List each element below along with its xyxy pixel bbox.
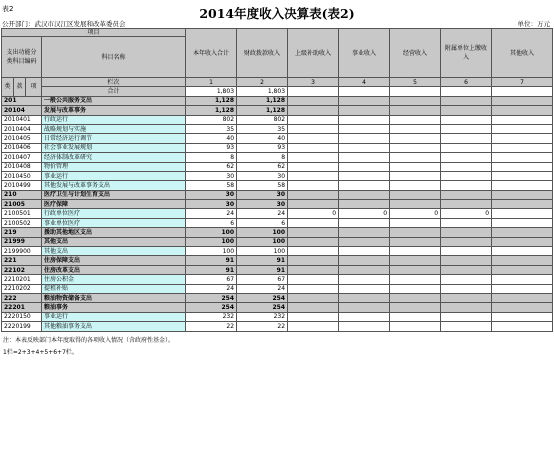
xiang-header: 项 bbox=[26, 78, 42, 97]
item-name: 社会事业发展规划 bbox=[42, 143, 186, 152]
value-v3 bbox=[288, 312, 339, 321]
func-code: 2010404 bbox=[2, 124, 42, 133]
value-v1: 30 bbox=[186, 200, 237, 209]
value-v4 bbox=[339, 303, 390, 312]
table-row bbox=[2, 256, 553, 265]
value-v6: 0 bbox=[441, 209, 492, 218]
value-v6 bbox=[441, 143, 492, 152]
table-row bbox=[2, 218, 553, 227]
value-v4 bbox=[339, 162, 390, 171]
value-v4 bbox=[339, 96, 390, 105]
footer-note: 注：本表反映部门本年度取得的各项收入情况（含政府性基金）。 bbox=[3, 337, 175, 344]
func-code-header: 支出功能分类科目编码 bbox=[2, 37, 42, 78]
value-v5 bbox=[390, 228, 441, 237]
value-v6 bbox=[441, 275, 492, 284]
table-row bbox=[2, 134, 553, 143]
value-v4 bbox=[339, 200, 390, 209]
value-v5 bbox=[390, 171, 441, 180]
item-name: 日常经济运行调节 bbox=[42, 134, 186, 143]
value-v1: 1,128 bbox=[186, 96, 237, 105]
value-v4 bbox=[339, 106, 390, 115]
func-code: 22102 bbox=[2, 265, 42, 274]
func-code: 21999 bbox=[2, 237, 42, 246]
value-v7 bbox=[492, 303, 553, 312]
value-v3 bbox=[288, 171, 339, 180]
value-v6 bbox=[441, 247, 492, 256]
value-v2: 30 bbox=[237, 200, 288, 209]
func-code: 2210201 bbox=[2, 275, 42, 284]
item-name: 事业单位医疗 bbox=[42, 218, 186, 227]
value-v7 bbox=[492, 218, 553, 227]
value-v1: 93 bbox=[186, 143, 237, 152]
item-name: 行政运行 bbox=[42, 115, 186, 124]
value-v7 bbox=[492, 115, 553, 124]
value-v2: 62 bbox=[237, 162, 288, 171]
value-v2: 254 bbox=[237, 293, 288, 302]
value-v6 bbox=[441, 322, 492, 331]
value-v4 bbox=[339, 181, 390, 190]
table-row bbox=[2, 124, 553, 133]
value-v5 bbox=[390, 106, 441, 115]
report-header bbox=[1, 1, 553, 28]
value-v7 bbox=[492, 190, 553, 199]
value-v7 bbox=[492, 275, 553, 284]
table-row bbox=[2, 293, 553, 302]
value-v5 bbox=[390, 312, 441, 321]
col-header-6: 附属单位上缴收入 bbox=[441, 29, 492, 78]
value-v2: 232 bbox=[237, 312, 288, 321]
value-v4: 0 bbox=[339, 209, 390, 218]
item-name: 行政单位医疗 bbox=[42, 209, 186, 218]
value-v3 bbox=[288, 228, 339, 237]
value-v7 bbox=[492, 181, 553, 190]
value-v6 bbox=[441, 115, 492, 124]
item-name: 物价管理 bbox=[42, 162, 186, 171]
value-v2: 100 bbox=[237, 247, 288, 256]
value-v6 bbox=[441, 284, 492, 293]
item-name: 援助其他地区支出 bbox=[42, 228, 186, 237]
value-v6 bbox=[441, 200, 492, 209]
kuan-header: 款 bbox=[14, 78, 26, 97]
value-v2: 100 bbox=[237, 228, 288, 237]
value-v7 bbox=[492, 96, 553, 105]
col-index-3: 3 bbox=[288, 78, 339, 87]
value-v3 bbox=[288, 115, 339, 124]
value-v2: 802 bbox=[237, 115, 288, 124]
value-v6 bbox=[441, 312, 492, 321]
value-v7 bbox=[492, 322, 553, 331]
value-v5 bbox=[390, 143, 441, 152]
item-name: 粮油物资储备支出 bbox=[42, 293, 186, 302]
func-code: 219 bbox=[2, 228, 42, 237]
value-v5 bbox=[390, 200, 441, 209]
value-v6 bbox=[441, 303, 492, 312]
value-v2: 6 bbox=[237, 218, 288, 227]
page-title: 2014年度收入决算表(表2) bbox=[199, 6, 355, 21]
value-v7 bbox=[492, 162, 553, 171]
value-v2: 58 bbox=[237, 181, 288, 190]
value-v4 bbox=[339, 115, 390, 124]
item-name: 住房公积金 bbox=[42, 275, 186, 284]
value-v2: 24 bbox=[237, 284, 288, 293]
col-index-5: 5 bbox=[390, 78, 441, 87]
item-name: 事业运行 bbox=[42, 312, 186, 321]
value-v3 bbox=[288, 237, 339, 246]
value-v7 bbox=[492, 237, 553, 246]
item-name: 粮油事务 bbox=[42, 303, 186, 312]
value-v1: 6 bbox=[186, 218, 237, 227]
func-code: 2220199 bbox=[2, 322, 42, 331]
value-v2: 91 bbox=[237, 265, 288, 274]
value-v5 bbox=[390, 115, 441, 124]
value-v5 bbox=[390, 275, 441, 284]
value-v5 bbox=[390, 256, 441, 265]
value-v1: 30 bbox=[186, 190, 237, 199]
value-v1: 8 bbox=[186, 153, 237, 162]
item-name: 其他支出 bbox=[42, 237, 186, 246]
project-header: 项目 bbox=[2, 29, 186, 37]
table-row bbox=[2, 312, 553, 321]
value-v1: 100 bbox=[186, 247, 237, 256]
value-v7 bbox=[492, 153, 553, 162]
value-v6 bbox=[441, 293, 492, 302]
value-v4 bbox=[339, 322, 390, 331]
table-row bbox=[2, 265, 553, 274]
table-row bbox=[2, 284, 553, 293]
value-v4 bbox=[339, 237, 390, 246]
value-v1: 58 bbox=[186, 181, 237, 190]
value-v5 bbox=[390, 134, 441, 143]
value-v6 bbox=[441, 134, 492, 143]
value-v5 bbox=[390, 293, 441, 302]
value-v3 bbox=[288, 143, 339, 152]
value-v2: 30 bbox=[237, 190, 288, 199]
value-v6 bbox=[441, 106, 492, 115]
value-v3 bbox=[288, 181, 339, 190]
item-name: 住房改革支出 bbox=[42, 265, 186, 274]
value-v1: 254 bbox=[186, 293, 237, 302]
item-name-header: 科目名称 bbox=[42, 37, 186, 78]
value-v2: 93 bbox=[237, 143, 288, 152]
value-v3: 0 bbox=[288, 209, 339, 218]
table-row bbox=[2, 209, 553, 218]
value-v1: 24 bbox=[186, 284, 237, 293]
value-v1: 802 bbox=[186, 115, 237, 124]
col-header-2: 财政拨款收入 bbox=[237, 29, 288, 78]
func-code: 22201 bbox=[2, 303, 42, 312]
table-row bbox=[2, 106, 553, 115]
value-v3 bbox=[288, 284, 339, 293]
value-v4 bbox=[339, 143, 390, 152]
item-name: 医疗卫生与计划生育支出 bbox=[42, 190, 186, 199]
value-v5 bbox=[390, 247, 441, 256]
value-v7 bbox=[492, 256, 553, 265]
value-v5 bbox=[390, 181, 441, 190]
item-name: 经济体制改革研究 bbox=[42, 153, 186, 162]
value-v6 bbox=[441, 162, 492, 171]
table-row bbox=[2, 96, 553, 105]
table-row bbox=[2, 181, 553, 190]
func-code: 21005 bbox=[2, 200, 42, 209]
value-v5 bbox=[390, 218, 441, 227]
func-code: 2010405 bbox=[2, 134, 42, 143]
value-v1: 40 bbox=[186, 134, 237, 143]
func-code: 2010450 bbox=[2, 171, 42, 180]
value-v2: 40 bbox=[237, 134, 288, 143]
value-v3 bbox=[288, 134, 339, 143]
item-name: 其他发展与改革事务支出 bbox=[42, 181, 186, 190]
value-v3 bbox=[288, 200, 339, 209]
table-row bbox=[2, 247, 553, 256]
value-v3 bbox=[288, 322, 339, 331]
col-header-5: 经营收入 bbox=[390, 29, 441, 78]
table-row bbox=[2, 153, 553, 162]
func-code: 2220150 bbox=[2, 312, 42, 321]
value-v6 bbox=[441, 171, 492, 180]
table-row bbox=[2, 237, 553, 246]
value-v4 bbox=[339, 256, 390, 265]
value-v6 bbox=[441, 190, 492, 199]
value-v7 bbox=[492, 293, 553, 302]
table-row bbox=[2, 162, 553, 171]
table-row bbox=[2, 303, 553, 312]
func-code: 2010408 bbox=[2, 162, 42, 171]
value-v7 bbox=[492, 265, 553, 274]
value-v4 bbox=[339, 312, 390, 321]
value-v7 bbox=[492, 134, 553, 143]
value-v7 bbox=[492, 124, 553, 133]
value-v4 bbox=[339, 275, 390, 284]
col-index-7: 7 bbox=[492, 78, 553, 87]
func-code: 20104 bbox=[2, 106, 42, 115]
value-v5 bbox=[390, 96, 441, 105]
func-code: 221 bbox=[2, 256, 42, 265]
value-v7 bbox=[492, 228, 553, 237]
value-v2: 67 bbox=[237, 275, 288, 284]
value-v1: 30 bbox=[186, 171, 237, 180]
value-v2: 24 bbox=[237, 209, 288, 218]
table-row bbox=[2, 115, 553, 124]
value-v4 bbox=[339, 247, 390, 256]
department-label: 公开部门：武汉市汉江区发展和改革委员会 bbox=[2, 20, 126, 28]
footer-formula: 1栏=2+3+4+5+6+7栏。 bbox=[3, 349, 78, 356]
func-code: 201 bbox=[2, 96, 42, 105]
value-v1: 91 bbox=[186, 265, 237, 274]
lei-header: 类 bbox=[2, 78, 14, 97]
func-code: 2199900 bbox=[2, 247, 42, 256]
table-row bbox=[2, 143, 553, 152]
value-v1: 232 bbox=[186, 312, 237, 321]
item-name: 事业运行 bbox=[42, 171, 186, 180]
value-v7 bbox=[492, 247, 553, 256]
table-row bbox=[2, 171, 553, 180]
value-v6 bbox=[441, 265, 492, 274]
func-code: 2100502 bbox=[2, 218, 42, 227]
col-index-1: 1 bbox=[186, 78, 237, 87]
value-v4 bbox=[339, 153, 390, 162]
value-v4 bbox=[339, 284, 390, 293]
func-code: 2010407 bbox=[2, 153, 42, 162]
value-v4 bbox=[339, 134, 390, 143]
value-v2: 254 bbox=[237, 303, 288, 312]
value-v4 bbox=[339, 218, 390, 227]
value-v3 bbox=[288, 153, 339, 162]
item-name: 提租补贴 bbox=[42, 284, 186, 293]
value-v1: 100 bbox=[186, 228, 237, 237]
func-code: 2010401 bbox=[2, 115, 42, 124]
value-v4 bbox=[339, 265, 390, 274]
value-v7 bbox=[492, 284, 553, 293]
value-v6 bbox=[441, 124, 492, 133]
col-label: 栏次 bbox=[42, 78, 186, 87]
value-v3 bbox=[288, 218, 339, 227]
value-v2: 8 bbox=[237, 153, 288, 162]
value-v5 bbox=[390, 284, 441, 293]
value-v6 bbox=[441, 181, 492, 190]
col-header-7: 其他收入 bbox=[492, 29, 553, 78]
value-v3 bbox=[288, 293, 339, 302]
income-table bbox=[1, 28, 553, 332]
table-row bbox=[2, 200, 553, 209]
value-v5 bbox=[390, 322, 441, 331]
value-v7 bbox=[492, 209, 553, 218]
value-v7 bbox=[492, 171, 553, 180]
col-index-6: 6 bbox=[441, 78, 492, 87]
value-v4 bbox=[339, 190, 390, 199]
table-row bbox=[2, 322, 553, 331]
col-header-3: 上级补助收入 bbox=[288, 29, 339, 78]
value-v7 bbox=[492, 200, 553, 209]
func-code: 2010406 bbox=[2, 143, 42, 152]
func-code: 2210202 bbox=[2, 284, 42, 293]
value-v4 bbox=[339, 293, 390, 302]
value-v5 bbox=[390, 303, 441, 312]
value-v7 bbox=[492, 143, 553, 152]
value-v7 bbox=[492, 106, 553, 115]
value-v2: 100 bbox=[237, 237, 288, 246]
value-v6 bbox=[441, 228, 492, 237]
unit-label: 单位：万元 bbox=[517, 20, 550, 28]
value-v3 bbox=[288, 96, 339, 105]
value-v3 bbox=[288, 265, 339, 274]
value-v4 bbox=[339, 228, 390, 237]
value-v3 bbox=[288, 247, 339, 256]
item-name: 医疗保障 bbox=[42, 200, 186, 209]
value-v2: 35 bbox=[237, 124, 288, 133]
table-row bbox=[2, 228, 553, 237]
total-label: 合计 bbox=[42, 87, 186, 96]
value-v1: 22 bbox=[186, 322, 237, 331]
value-v6 bbox=[441, 96, 492, 105]
col-index-2: 2 bbox=[237, 78, 288, 87]
func-code: 222 bbox=[2, 293, 42, 302]
col-header-4: 事业收入 bbox=[339, 29, 390, 78]
item-name: 战略规划与实施 bbox=[42, 124, 186, 133]
value-v3 bbox=[288, 106, 339, 115]
value-v2: 30 bbox=[237, 171, 288, 180]
table-row bbox=[2, 275, 553, 284]
value-v3 bbox=[288, 275, 339, 284]
value-v6 bbox=[441, 237, 492, 246]
value-v1: 91 bbox=[186, 256, 237, 265]
item-name: 发展与改革事务 bbox=[42, 106, 186, 115]
value-v1: 100 bbox=[186, 237, 237, 246]
value-v2: 22 bbox=[237, 322, 288, 331]
value-v2: 91 bbox=[237, 256, 288, 265]
value-v1: 35 bbox=[186, 124, 237, 133]
value-v3 bbox=[288, 124, 339, 133]
item-name: 一般公共服务支出 bbox=[42, 96, 186, 105]
col-header-1: 本年收入合计 bbox=[186, 29, 237, 78]
func-code: 2100501 bbox=[2, 209, 42, 218]
value-v1: 1,128 bbox=[186, 106, 237, 115]
value-v3 bbox=[288, 303, 339, 312]
total-v1: 1,803 bbox=[186, 87, 237, 96]
value-v5 bbox=[390, 265, 441, 274]
value-v3 bbox=[288, 162, 339, 171]
value-v5 bbox=[390, 124, 441, 133]
value-v1: 24 bbox=[186, 209, 237, 218]
value-v2: 1,128 bbox=[237, 106, 288, 115]
value-v6 bbox=[441, 153, 492, 162]
value-v1: 62 bbox=[186, 162, 237, 171]
value-v3 bbox=[288, 190, 339, 199]
value-v5 bbox=[390, 237, 441, 246]
value-v5 bbox=[390, 162, 441, 171]
table-number: 表2 bbox=[2, 5, 14, 13]
func-code: 210 bbox=[2, 190, 42, 199]
value-v5: 0 bbox=[390, 209, 441, 218]
item-name: 住房保障支出 bbox=[42, 256, 186, 265]
col-index-4: 4 bbox=[339, 78, 390, 87]
value-v4 bbox=[339, 171, 390, 180]
total-v2: 1,803 bbox=[237, 87, 288, 96]
value-v2: 1,128 bbox=[237, 96, 288, 105]
value-v4 bbox=[339, 124, 390, 133]
value-v5 bbox=[390, 153, 441, 162]
item-name: 其他支出 bbox=[42, 247, 186, 256]
value-v1: 67 bbox=[186, 275, 237, 284]
value-v6 bbox=[441, 218, 492, 227]
value-v5 bbox=[390, 190, 441, 199]
item-name: 其他粮油事务支出 bbox=[42, 322, 186, 331]
table-row bbox=[2, 190, 553, 199]
value-v6 bbox=[441, 256, 492, 265]
value-v1: 254 bbox=[186, 303, 237, 312]
value-v7 bbox=[492, 312, 553, 321]
value-v3 bbox=[288, 256, 339, 265]
func-code: 2010499 bbox=[2, 181, 42, 190]
